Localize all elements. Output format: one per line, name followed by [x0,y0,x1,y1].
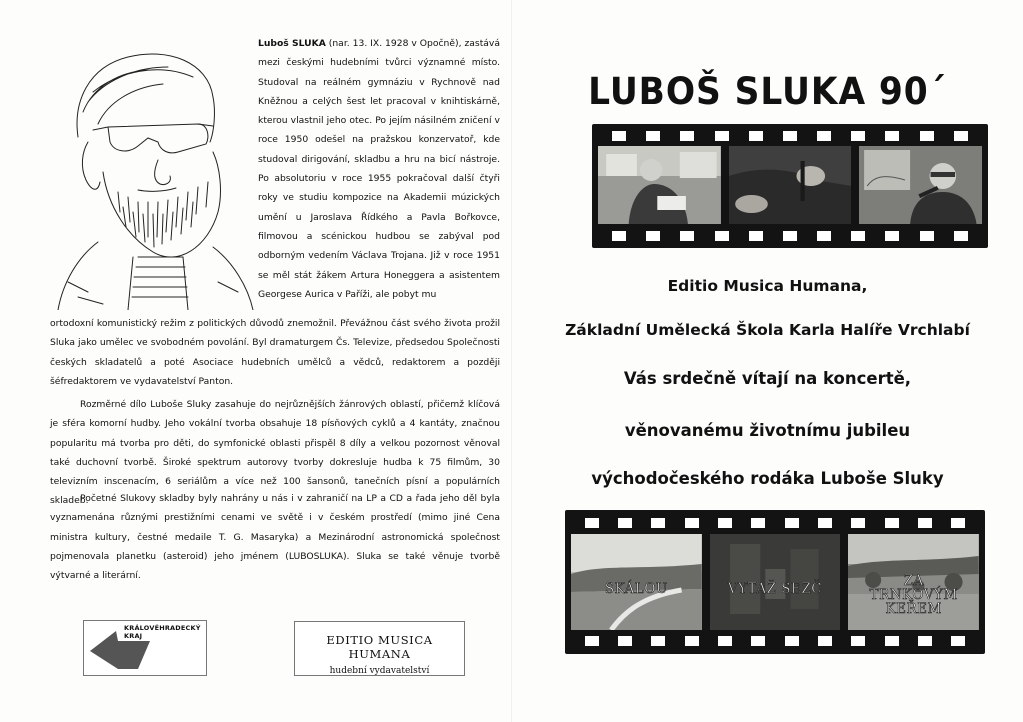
invite-line-welcome: Vás srdečně vítají na koncertě, [623,369,912,388]
film-title-3: ZA TRNKOVÝM KEŘEM [869,573,958,617]
film-perforation-bottom-2 [565,636,985,646]
bio-recordings-text: Početné Slukovy skladby byly nahrány u nás i v zahraničí na LP a CD a řada jeho děl byla vyznamenána různými prestižními cenami ve světě i v českém prostředí (mimo jiné Cena ministra kultury, čestné medaile T. G. Masaryka) a Mezinárodní astronomická společnost pojmenovala planetku (asteroid) jeho jménem (LUBOSLUKA). Sluka se také věnuje tvorbě výtvarné a literární. [50,493,500,582]
film-frame-3 [848,534,979,630]
bio-paragraph-recordings [50,489,500,585]
photo-frame-1 [598,146,721,224]
bio-name: Luboš SLUKA [258,38,326,49]
right-page [512,0,1023,722]
photo-composer-speaking [859,146,982,224]
bio-intro-text: (nar. 13. IX. 1928 v Opočně), zastává mezi českými hudebními tvůrci významné místo. Studoval na reálném gymnáziu v Rychnově nad Kněžnou a celých šest let pracoval v knihtiskárně, kterou vlastnil jeho otec. Po jejím násilném zničení v roce 1950 odešel na pražskou konzervatoř, kde studoval dirigování, skladbu a hru na bicí nástroje. Po absolutoriu v roce 1955 pokračoval další čtyři roky ve studiu kompozice na Akademii múzických umění u Jaroslava Řídkého a Pavla Bořkovce, filmovou a scénickou hudbou se zabýval pod odborným vedením Václava Trojana. Již v roce 1951 se měl stát žákem Artura Honeggera a asistentem Georgese Aurica v Paříži, ale pobyt mu [258,38,500,300]
film-perforation-top-2 [565,518,985,528]
film-frame-1 [571,534,702,630]
bio-continuation-text: ortodoxní komunistický režim z politických důvodů znemožnil. Převážnou část svého života prožil Sluka jako umělec ve svobodném povolání. Byl dramaturgem Čs. Televize, předsedou Společnosti českých skladatelů a poté Asociace hudebních umělců a vědců, redaktorem a později šéfredaktorem ve vydavatelství Panton. [50,318,500,387]
bio-intro [258,34,500,304]
invite-line-jubilee: věnovanému životnímu jubileu [624,421,911,440]
film-strip-photos [592,124,988,248]
left-page [0,0,511,722]
film-perforation-bottom [592,231,988,241]
bio-works-text: Rozměrné dílo Luboše Sluky zasahuje do nejrůznějších žánrových oblastí, přičemž klíčová je sféra komorní hudby. Jeho vokální tvorba obsahuje 18 písňových cyklů a 4 kantáty, značnou popularitu má tvorba pro děti, do symfonické oblasti přispěl 8 díly a velkou pozornost věnoval také duchovní tvorbě. Široké spektrum autorovy tvorby dokresluje hudba k 75 filmům, 30 televizním inscenacím, 6 seriálům a více než 100 šansonů, tanečních písní a populárních skladeb. [50,399,500,507]
invite-line-native: východočeského rodáka Luboše Sluky [591,469,944,488]
invite-line-school: Základní Umělecká Škola Karla Halíře Vrchlabí [565,321,970,339]
film-perforation-top [592,131,988,141]
portrait-sketch [48,42,258,310]
photo-composer-hands [729,146,852,224]
kraj-line2: KRAJ [124,631,143,640]
bio-continuation [50,314,500,391]
film-title-2: VYTAŽ SEZČ [727,581,823,597]
film-frame-2 [710,534,841,630]
photo-frame-2 [729,146,852,224]
kraj-line1: KRÁLOVÉHRADECKÝ [124,624,201,632]
photo-composer-reading [598,146,721,224]
editio-musica-humana-logo [294,621,465,676]
poster-title: LUBOŠ SLUKA 90´ [588,70,947,113]
film-strip-films [565,510,985,654]
publisher-subtitle: hudební vydavatelství [329,666,430,676]
publisher-name: EDITIO MUSICA HUMANA [326,633,433,661]
invite-line-organizer: Editio Musica Humana, [667,277,868,295]
kraj-logo-text [124,625,201,640]
film-frames [571,534,979,630]
photo-frame-3 [859,146,982,224]
film-title-1: SKÁLOU [604,581,668,597]
kralovehradecky-kraj-logo [83,620,207,676]
photo-frames [598,146,982,224]
